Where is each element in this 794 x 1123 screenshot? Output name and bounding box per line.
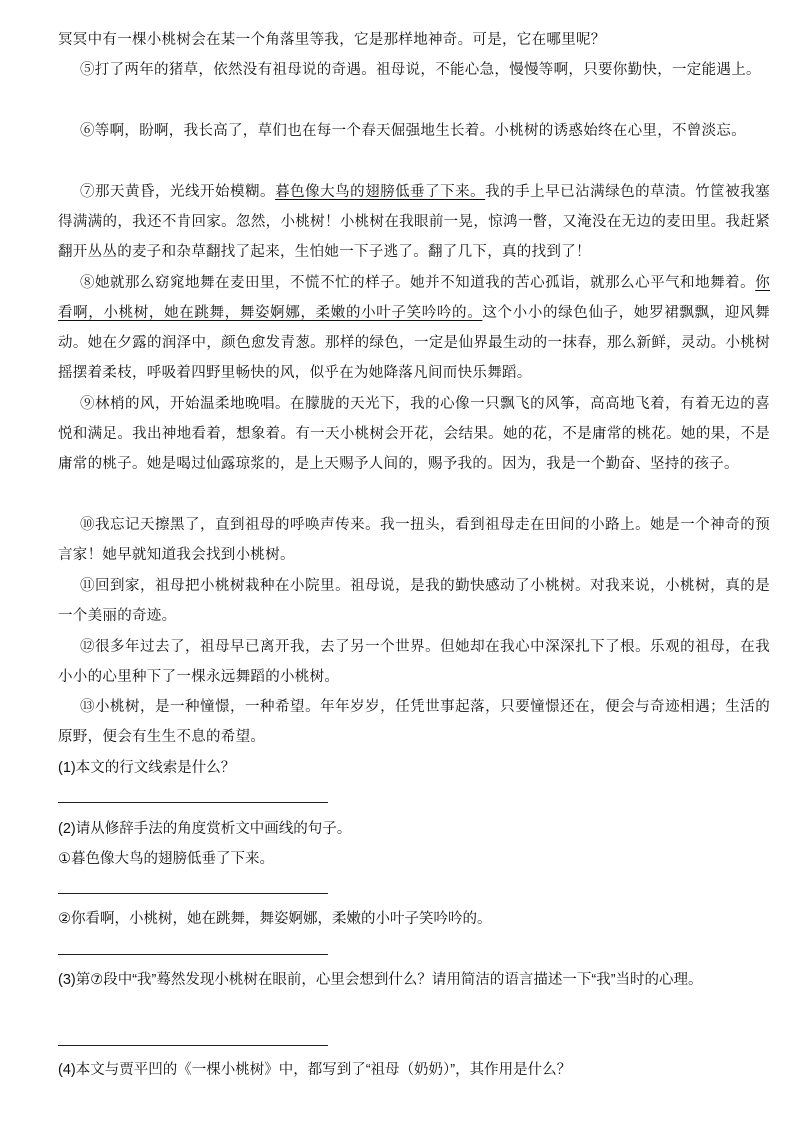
question-4: (4)本文与贾平凹的《一棵小桃树》中，都写到了“祖母（奶奶）”，其作用是什么？ [58, 1062, 572, 1078]
paragraph-text: ⑦那天黄昏，光线开始模糊。 [80, 184, 276, 200]
answer-line-2b[interactable] [58, 954, 328, 955]
paragraph-text: 我的手上早已沾满绿色的草渍。竹筐被我塞得满满的，我还不肯回家。忽然，小桃树！小桃树在我眼前一晃，惊鸿一瞥，又淹没在无边的麦田里。我赶紧翻开丛丛的麦子和杂草翻找了起来，生怕她一下子逃了。翻了几下，真的找到了！ [58, 184, 770, 260]
paragraph-text: ⑪回到家，祖母把小桃树栽种在小院里。祖母说，是我的勤快感动了小桃树。对我来说，小桃树，真的是一个美丽的奇迹。 [58, 578, 770, 624]
paragraph-text: 冥冥中有一棵小桃树会在某一个角落里等我，它是那样地神奇。可是，它在哪里呢？ [58, 32, 606, 48]
answer-line-1[interactable] [58, 802, 328, 803]
paragraph-5 [58, 55, 770, 85]
paragraph-text: ⑧她就那么窈窕地舞在麦田里，不慌不忙的样子。她并不知道我的苦心孤诣，就那么心平气和地舞着。 [80, 275, 756, 291]
answer-line-3[interactable] [58, 1045, 328, 1046]
paragraph-text: ⑥等啊，盼啊，我长高了，草们也在每一个春天倔强地生长着。小桃树的诱惑始终在心里，不曾淡忘。 [80, 123, 746, 139]
paragraph-text: ⑬小桃树，是一种憧憬，一种希望。年年岁岁，任凭世事起落，只要憧憬还在，便会与奇迹相遇；生活的原野，便会有生生不息的希望。 [58, 699, 770, 745]
question-2-item-1: ①暮色像大鸟的翅膀低垂了下来。 [58, 851, 274, 867]
paragraph-text: ⑩我忘记天擦黑了，直到祖母的呼唤声传来。我一扭头，看到祖母走在田间的小路上。她是一个神奇的预言家！她早就知道我会找到小桃树。 [58, 517, 770, 563]
paragraph-6 [58, 116, 770, 146]
paragraph-intro [58, 25, 770, 55]
answer-line-2a[interactable] [58, 893, 328, 894]
underlined-sentence-2: 你看啊，小桃树，她在跳舞，舞姿婀娜，柔嫩的小叶子笑吟吟的。 [58, 275, 770, 321]
paragraph-text: 这个小小的绿色仙子，她罗裙飘飘，迎风舞动。她在夕露的润泽中，颜色愈发青葱。那样的绿色，一定是仙界最生动的一抹春，那么新鲜，灵动。小桃树摇摆着柔枝，呼吸着四野里畅快的风，似乎在为她降落凡间而快乐舞蹈。 [58, 305, 770, 381]
question-2: (2)请从修辞手法的角度赏析文中画线的句子。 [58, 821, 352, 837]
question-3: (3)第⑦段中“我”蓦然发现小桃树在眼前，心里会想到什么？请用简洁的语言描述一下“我”当时的心理。 [58, 972, 703, 988]
paragraph-text: ⑤打了两年的猪草，依然没有祖母说的奇遇。祖母说，不能心急，慢慢等啊，只要你勤快，一定能遇上。 [80, 62, 761, 78]
question-1: (1)本文的行文线索是什么？ [58, 760, 236, 776]
paragraph-text: ⑨林梢的风，开始温柔地晚唱。在朦胧的天光下，我的心像一只飘飞的风筝，高高地飞着，有着无边的喜悦和满足。我出神地看着，想象着。有一天小桃树会开花，会结果。她的花，不是庸常的桃花。她的果，不是庸常的桃子。她是喝过仙露琼浆的，是上天赐予人间的，赐予我的。因为，我是一个勤奋、坚持的孩子。 [58, 396, 770, 472]
underlined-sentence-1: 暮色像大鸟的翅膀低垂了下来。 [275, 184, 486, 200]
paragraph-11 [58, 571, 770, 631]
paragraph-text: ⑫很多年过去了，祖母早已离开我，去了另一个世界。但她却在我心中深深扎下了根。乐观的祖母，在我小小的心里种下了一棵永远舞蹈的小桃树。 [58, 639, 770, 685]
question-2-item-2: ②你看啊，小桃树，她在跳舞，舞姿婀娜，柔嫩的小叶子笑吟吟的。 [58, 911, 492, 927]
paragraph-9 [58, 389, 770, 479]
paragraph-7 [58, 177, 770, 267]
paragraph-8 [58, 268, 770, 388]
paragraph-10 [58, 510, 770, 570]
paragraph-12 [58, 632, 770, 692]
paragraph-13 [58, 692, 770, 752]
